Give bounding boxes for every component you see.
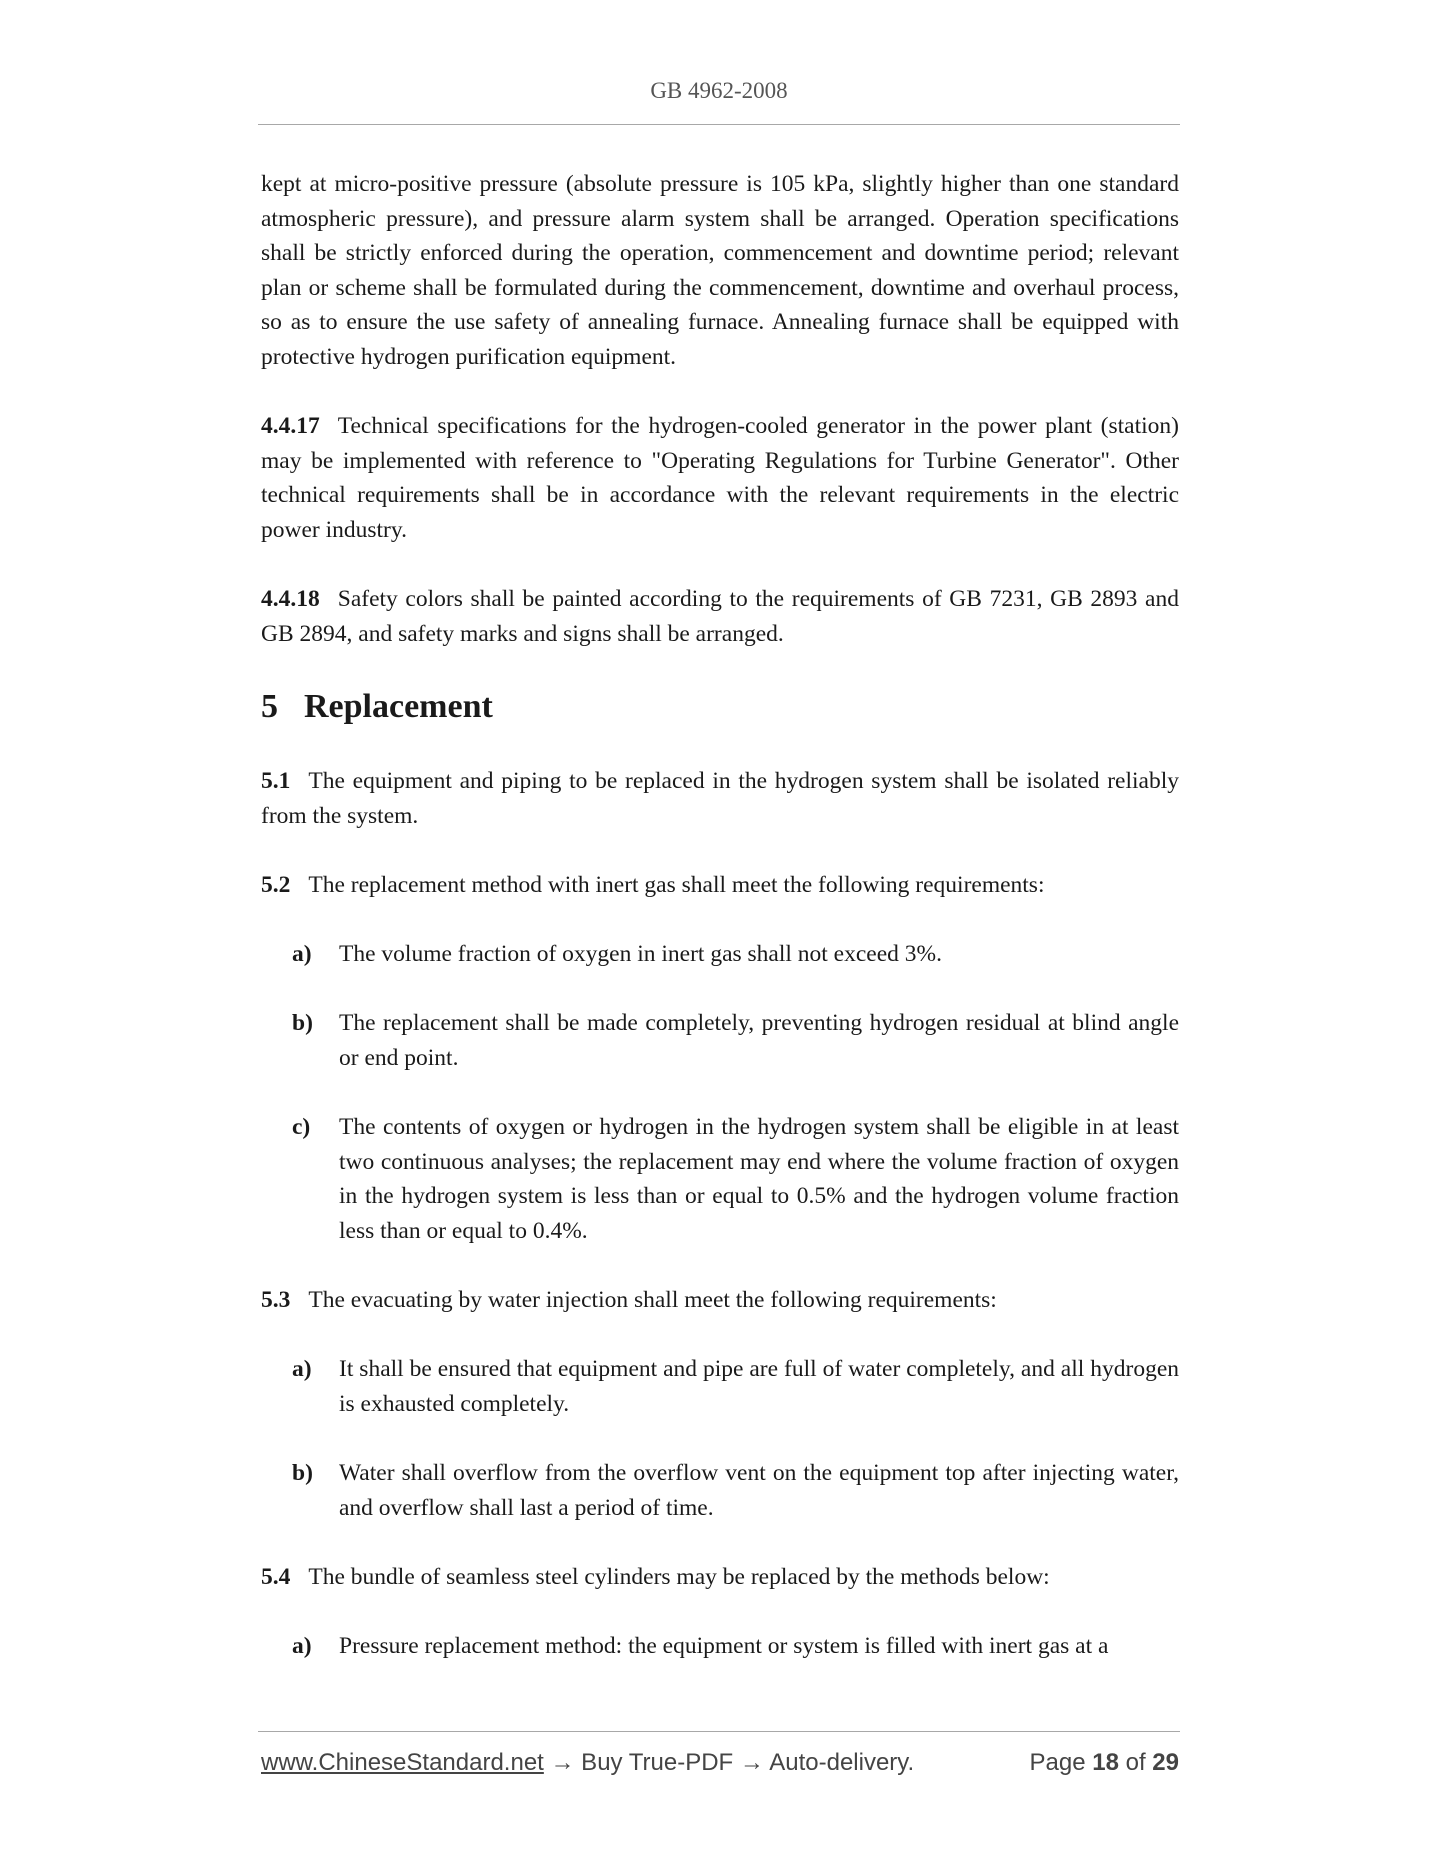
list-label: a) [292,1356,312,1383]
list-label: b) [292,1460,313,1487]
clause-number: 4.4.18 [261,586,320,613]
page-total: 29 [1152,1749,1179,1776]
clause-number: 5.4 [261,1563,291,1590]
list-item [292,1352,1179,1421]
footer-divider [258,1731,1180,1732]
page-current: 18 [1092,1749,1119,1776]
clause-5-2 [261,868,1179,903]
clause-text: The evacuating by water injection shall meet the following requirements: [308,1287,997,1314]
running-header: GB 4962-2008 [650,78,788,103]
paragraph-intro: kept at micro-positive pressure (absolute pressure is 105 kPa, slightly higher than one standard atmospheric pressure), and pressure alarm system shall be arranged. Operation specifications shall be strictly enforced during the operation, commencement and downtime period; relevant plan or scheme shall be formulated during the commencement, downtime and overhaul process, so as to ensure the use safety of annealing furnace. Annealing furnace shall be equipped with protective hydrogen purification equipment. [261,171,1179,370]
list-item [292,1456,1179,1525]
clause-text: The replacement method with inert gas shall meet the following requirements: [308,872,1045,899]
section-heading [261,685,1179,729]
list-text: Pressure replacement method: the equipment or system is filled with inert gas at a [339,1633,1109,1660]
clause-5-4 [261,1560,1179,1595]
footer-promo: → Buy True-PDF → Auto-delivery. [543,1749,915,1776]
section-number: 5 [261,688,278,726]
page-of: of [1125,1749,1146,1776]
section-title: Replacement [304,688,493,726]
clause-text: The bundle of seamless steel cylinders may be replaced by the methods below: [308,1563,1050,1590]
clause-4-4-18 [261,582,1179,651]
list-label: b) [292,1010,313,1037]
clause-text: The equipment and piping to be replaced in the hydrogen system shall be isolated reliably from the system. [261,768,1179,829]
header-divider [258,124,1180,125]
clause-number: 4.4.17 [261,413,320,440]
list-text: The replacement shall be made completely, preventing hydrogen residual at blind angle or end point. [339,1010,1179,1072]
list-text: The contents of oxygen or hydrogen in the hydrogen system shall be eligible in at least two continuous analyses; the replacement may end where the volume fraction of oxygen in the hydrogen system is less than or equal to 0.5% and the hydrogen volume fraction less than or equal to 0.4%. [339,1114,1179,1245]
clause-4-4-17 [261,409,1179,547]
clause-5-3 [261,1283,1179,1318]
list-text: It shall be ensured that equipment and pipe are full of water completely, and all hydrogen is exhausted completely. [339,1356,1179,1417]
clause-number: 5.2 [261,872,291,899]
clause-5-1 [261,764,1179,833]
list-item [292,1629,1179,1664]
list-text: Water shall overflow from the overflow vent on the equipment top after injecting water, and overflow shall last a period of time. [339,1460,1179,1521]
site-link[interactable]: www.ChineseStandard.net [261,1749,544,1776]
list-item [292,1110,1179,1248]
page-word: Page [1029,1749,1086,1776]
list-label: a) [292,1633,312,1660]
clause-number: 5.3 [261,1287,291,1314]
document-body [261,167,1179,1687]
page-footer [261,1749,1179,1777]
list-item [292,1006,1179,1075]
list-text: The volume fraction of oxygen in inert gas shall not exceed 3%. [339,941,942,968]
list-item [292,937,1179,972]
page-indicator [1030,1749,1180,1777]
clause-number: 5.1 [261,768,291,795]
clause-text: Technical specifications for the hydrogen-cooled generator in the power plant (station) may be implemented with reference to "Operating Regulations for Turbine Generator". Other technical requirements shall be in accordance with the relevant requirements in the electric power industry. [261,413,1179,543]
list-label: a) [292,941,312,968]
clause-text: Safety colors shall be painted according to the requirements of GB 7231, GB 2893 and GB 2894, and safety marks and signs shall be arranged. [261,586,1179,647]
list-label: c) [292,1114,311,1141]
